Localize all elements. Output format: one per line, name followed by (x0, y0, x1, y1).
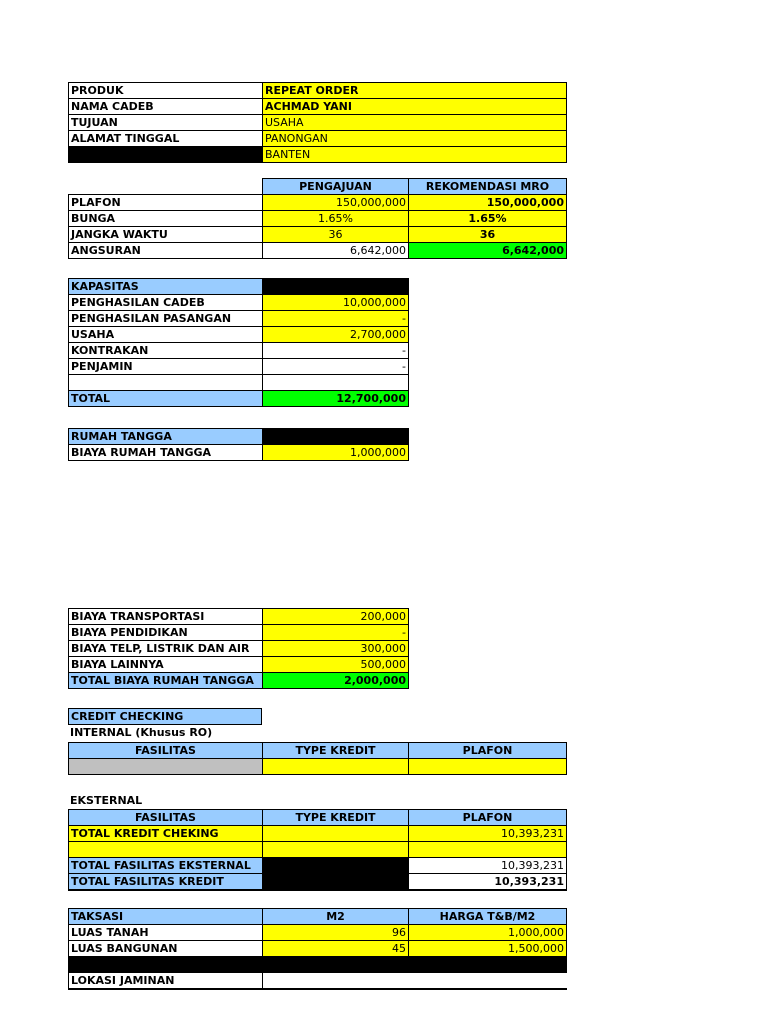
empty-cell[interactable] (409, 842, 567, 858)
col-pengajuan: PENGAJUAN (263, 179, 409, 195)
produk-label: PRODUK (69, 83, 263, 99)
tujuan-row (69, 115, 567, 131)
luas-bangunan-label: LUAS BANGUNAN (69, 941, 263, 957)
black-cell (263, 874, 409, 891)
empty-cell[interactable] (69, 842, 263, 858)
col-type-kredit: TYPE KREDIT (263, 810, 409, 826)
kapasitas-value: - (263, 359, 409, 375)
luas-tanah-label: LUAS TANAH (69, 925, 263, 941)
alamat-label: ALAMAT TINGGAL (69, 131, 263, 147)
credit-checking-title-table (68, 708, 262, 725)
nama-value[interactable]: ACHMAD YANI (263, 99, 567, 115)
nama-row (69, 99, 567, 115)
total-cheking-label: TOTAL KREDIT CHEKING (69, 826, 263, 842)
empty-cell (69, 179, 263, 195)
taksasi-black-row (69, 957, 567, 973)
kapasitas-row (69, 327, 409, 343)
biaya-label: BIAYA TELP, LISTRIK DAN AIR (69, 641, 263, 657)
biaya-value[interactable]: 500,000 (263, 657, 409, 673)
internal-plafon-cell[interactable] (409, 759, 567, 775)
biaya-total-row (69, 673, 409, 689)
biaya-value[interactable]: 300,000 (263, 641, 409, 657)
total-cheking-type[interactable] (263, 826, 409, 842)
loan-pengajuan[interactable]: 1.65% (263, 211, 409, 227)
taksasi-header-row (69, 909, 567, 925)
biaya-value[interactable]: - (263, 625, 409, 641)
luas-bangunan-m2[interactable]: 45 (263, 941, 409, 957)
black-cell (263, 279, 409, 295)
eksternal-table (68, 809, 567, 891)
kapasitas-label: PENJAMIN (69, 359, 263, 375)
kapasitas-row (69, 359, 409, 375)
alamat-value-2[interactable]: BANTEN (263, 147, 567, 163)
produk-row (69, 83, 567, 99)
internal-data-row (69, 759, 567, 775)
luas-tanah-row (69, 925, 567, 941)
taksasi-table (68, 908, 567, 990)
loan-row-angsuran (69, 243, 567, 259)
biaya-rumah-tangga-label: BIAYA RUMAH TANGGA (69, 445, 263, 461)
biaya-label: BIAYA TRANSPORTASI (69, 609, 263, 625)
biaya-label: BIAYA LAINNYA (69, 657, 263, 673)
biaya-row (69, 609, 409, 625)
kapasitas-label: USAHA (69, 327, 263, 343)
rumah-tangga-table (68, 428, 409, 461)
kapasitas-value[interactable]: 10,000,000 (263, 295, 409, 311)
total-cheking-value[interactable]: 10,393,231 (409, 826, 567, 842)
loan-row-bunga (69, 211, 567, 227)
total-cheking-row (69, 826, 567, 842)
kapasitas-row (69, 311, 409, 327)
col-plafon: PLAFON (409, 743, 567, 759)
loan-pengajuan: 6,642,000 (263, 243, 409, 259)
black-cell (69, 957, 263, 973)
col-fasilitas: FASILITAS (69, 810, 263, 826)
credit-checking-title-row (69, 709, 262, 725)
loan-header-row (69, 179, 567, 195)
kapasitas-value[interactable]: - (263, 311, 409, 327)
black-cell (69, 147, 263, 163)
taksasi-title: TAKSASI (69, 909, 263, 925)
col-harga: HARGA T&B/M2 (409, 909, 567, 925)
kapasitas-total-label: TOTAL (69, 391, 263, 407)
col-plafon: PLAFON (409, 810, 567, 826)
kapasitas-total-value: 12,700,000 (263, 391, 409, 407)
header-table (68, 82, 567, 163)
rumah-tangga-title: RUMAH TANGGA (69, 429, 263, 445)
black-cell (263, 957, 409, 973)
biaya-row (69, 625, 409, 641)
loan-pengajuan[interactable]: 36 (263, 227, 409, 243)
kapasitas-value: - (263, 343, 409, 359)
loan-label: ANGSURAN (69, 243, 263, 259)
biaya-row (69, 657, 409, 673)
loan-label: PLAFON (69, 195, 263, 211)
kapasitas-table (68, 278, 409, 407)
lokasi-jaminan-label: LOKASI JAMINAN (69, 973, 263, 990)
biaya-value[interactable]: 200,000 (263, 609, 409, 625)
loan-rekomendasi: 6,642,000 (409, 243, 567, 259)
loan-table (68, 178, 567, 259)
black-cell (409, 957, 567, 973)
credit-checking-title: CREDIT CHECKING (69, 709, 262, 725)
total-eksternal-row (69, 858, 567, 874)
total-kredit-value: 10,393,231 (409, 874, 567, 891)
luas-bangunan-row (69, 941, 567, 957)
empty-cell (69, 375, 263, 391)
col-type-kredit: TYPE KREDIT (263, 743, 409, 759)
kapasitas-value[interactable]: 2,700,000 (263, 327, 409, 343)
col-m2: M2 (263, 909, 409, 925)
kapasitas-title-row (69, 279, 409, 295)
empty-cell[interactable] (263, 842, 409, 858)
kapasitas-title: KAPASITAS (69, 279, 263, 295)
lokasi-jaminan-row (69, 973, 567, 990)
internal-type-cell[interactable] (263, 759, 409, 775)
loan-rekomendasi[interactable]: 36 (409, 227, 567, 243)
internal-label: INTERNAL (Khusus RO) (70, 726, 213, 739)
loan-pengajuan[interactable]: 150,000,000 (263, 195, 409, 211)
nama-label: NAMA CADEB (69, 99, 263, 115)
eksternal-header-row (69, 810, 567, 826)
col-rekomendasi: REKOMENDASI MRO (409, 179, 567, 195)
lokasi-jaminan-value[interactable] (263, 973, 567, 990)
loan-label: BUNGA (69, 211, 263, 227)
loan-rekomendasi[interactable]: 150,000,000 (409, 195, 567, 211)
kapasitas-label: PENGHASILAN PASANGAN (69, 311, 263, 327)
loan-rekomendasi[interactable]: 1.65% (409, 211, 567, 227)
loan-row-plafon (69, 195, 567, 211)
kapasitas-row (69, 295, 409, 311)
luas-bangunan-harga[interactable]: 1,500,000 (409, 941, 567, 957)
kapasitas-row (69, 343, 409, 359)
biaya-row (69, 641, 409, 657)
internal-header-row (69, 743, 567, 759)
total-eksternal-value: 10,393,231 (409, 858, 567, 874)
alamat-row (69, 131, 567, 147)
tujuan-value[interactable]: USAHA (263, 115, 567, 131)
eksternal-label: EKSTERNAL (70, 794, 143, 807)
luas-tanah-m2[interactable]: 96 (263, 925, 409, 941)
empty-cell (263, 375, 409, 391)
kapasitas-label: KONTRAKAN (69, 343, 263, 359)
kapasitas-empty-row (69, 375, 409, 391)
luas-tanah-harga[interactable]: 1,000,000 (409, 925, 567, 941)
alamat-value[interactable]: PANONGAN (263, 131, 567, 147)
alamat-row-2 (69, 147, 567, 163)
biaya-table (68, 608, 409, 689)
kapasitas-label: PENGHASILAN CADEB (69, 295, 263, 311)
black-cell (263, 858, 409, 874)
total-kredit-row (69, 874, 567, 891)
biaya-rumah-tangga-value[interactable]: 1,000,000 (263, 445, 409, 461)
biaya-rumah-tangga-row (69, 445, 409, 461)
produk-value[interactable]: REPEAT ORDER (263, 83, 567, 99)
loan-row-jangka (69, 227, 567, 243)
kapasitas-total-row (69, 391, 409, 407)
biaya-total-value: 2,000,000 (263, 673, 409, 689)
loan-label: JANGKA WAKTU (69, 227, 263, 243)
biaya-label: BIAYA PENDIDIKAN (69, 625, 263, 641)
col-fasilitas: FASILITAS (69, 743, 263, 759)
internal-table (68, 742, 567, 775)
black-cell (263, 429, 409, 445)
tujuan-label: TUJUAN (69, 115, 263, 131)
total-eksternal-label: TOTAL FASILITAS EKSTERNAL (69, 858, 263, 874)
biaya-total-label: TOTAL BIAYA RUMAH TANGGA (69, 673, 263, 689)
eksternal-empty-row (69, 842, 567, 858)
internal-fasilitas-cell[interactable] (69, 759, 263, 775)
rumah-tangga-title-row (69, 429, 409, 445)
total-kredit-label: TOTAL FASILITAS KREDIT (69, 874, 263, 891)
